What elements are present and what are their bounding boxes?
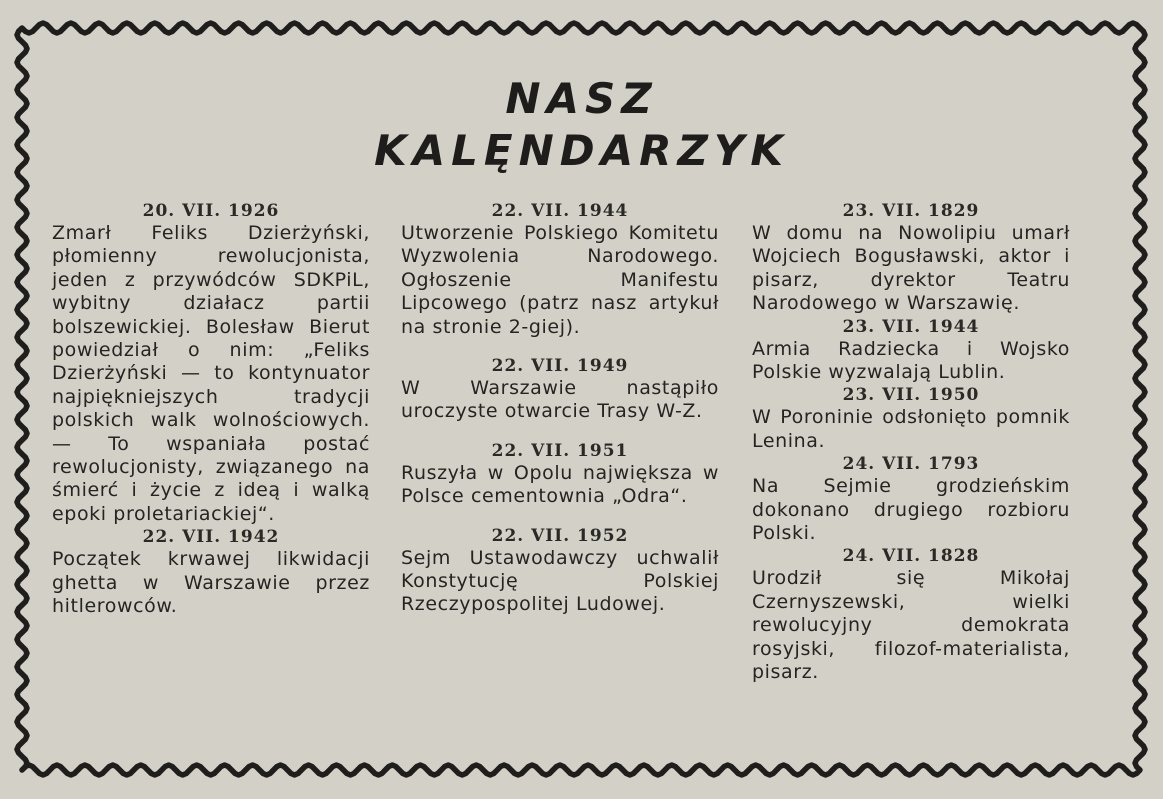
entry-date: 22. VII. 1951	[491, 440, 629, 461]
calendar-entry	[752, 384, 1070, 453]
column-1	[52, 200, 370, 619]
calendar-entry	[752, 545, 1070, 684]
column-2	[401, 200, 719, 617]
calendar-entry	[401, 440, 719, 509]
entry-date: 23. VII. 1944	[842, 316, 980, 337]
calendar-entry	[52, 526, 370, 618]
heading-line-2: KALĘNDARZYK	[374, 126, 789, 175]
calendar-entry	[752, 200, 1070, 316]
entry-text: Na Sejmie grodzieńskim dokonano drugiego rozbioru Polski.	[752, 475, 1070, 545]
entry-date: 22. VII. 1944	[491, 201, 629, 221]
entry-text: Ruszyła w Opolu największa w Polsce cementownia „Odra“.	[401, 461, 719, 508]
entry-date: 22. VII. 1942	[142, 527, 280, 548]
calendar-entry	[401, 355, 719, 424]
calendar-entry	[401, 200, 719, 339]
entry-date: 23. VII. 1950	[842, 385, 980, 406]
entry-date: 22. VII. 1949	[491, 356, 629, 377]
entry-text: Armia Radziecka i Wojsko Polskie wyzwalają Lublin.	[752, 337, 1070, 384]
entry-date: 23. VII. 1829	[842, 201, 980, 221]
entry-date: 24. VII. 1793	[842, 454, 980, 475]
entry-text: W domu na Nowolipiu umarł Wojciech Bogusławski, aktor i pisarz, dyrektor Teatru Narodowego w Warszawię.	[752, 222, 1070, 315]
entry-text: Zmarł Feliks Dzierżyński, płomienny rewolucjonista, jeden z przywódców SDKPiL, wybitny działacz partii bolszewickiej. Bolesław Bierut powiedział o nim: „Feliks Dzierżyński — to kontynuator najpiękniejszych tradycji polskich walk wolnościowych. — To wspaniała postać rewolucjonisty, związanego na śmierć i życie z ideą i walką epoki proletariackiej“.	[52, 222, 370, 525]
entry-date: 22. VII. 1952	[491, 525, 629, 546]
calendar-entry	[752, 453, 1070, 545]
calendar-entry	[401, 525, 719, 617]
entry-date: 24. VII. 1828	[842, 546, 980, 567]
entry-text: Utworzenie Polskiego Komitetu Wyzwolenia Narodowego. Ogłoszenie Manifestu Lipcowego (patrz nasz artykuł na stronie 2-giej).	[401, 222, 719, 338]
entry-text: Sejm Ustawodawczy uchwalił Konstytucję Polskiej Rzeczypospolitej Ludowej.	[401, 546, 719, 616]
entry-date: 20. VII. 1926	[142, 201, 280, 221]
entry-text: W Poroninie odsłonięto pomnik Lenina.	[752, 406, 1070, 452]
entry-text: W Warszawie nastąpiło uroczyste otwarcie Trasy W-Z.	[401, 377, 719, 423]
calendar-entry	[52, 200, 370, 526]
heading-line-1: NASZ	[505, 74, 658, 123]
entry-text: Początek krwawej likwidacji ghetta w Warszawie przez hitlerowców.	[52, 548, 370, 618]
column-3	[752, 200, 1070, 685]
entry-text: Urodził się Mikołaj Czernyszewski, wielki rewolucyjny demokrata rosyjski, filozof-materialista, pisarz.	[752, 567, 1070, 684]
calendar-entry	[752, 316, 1070, 385]
